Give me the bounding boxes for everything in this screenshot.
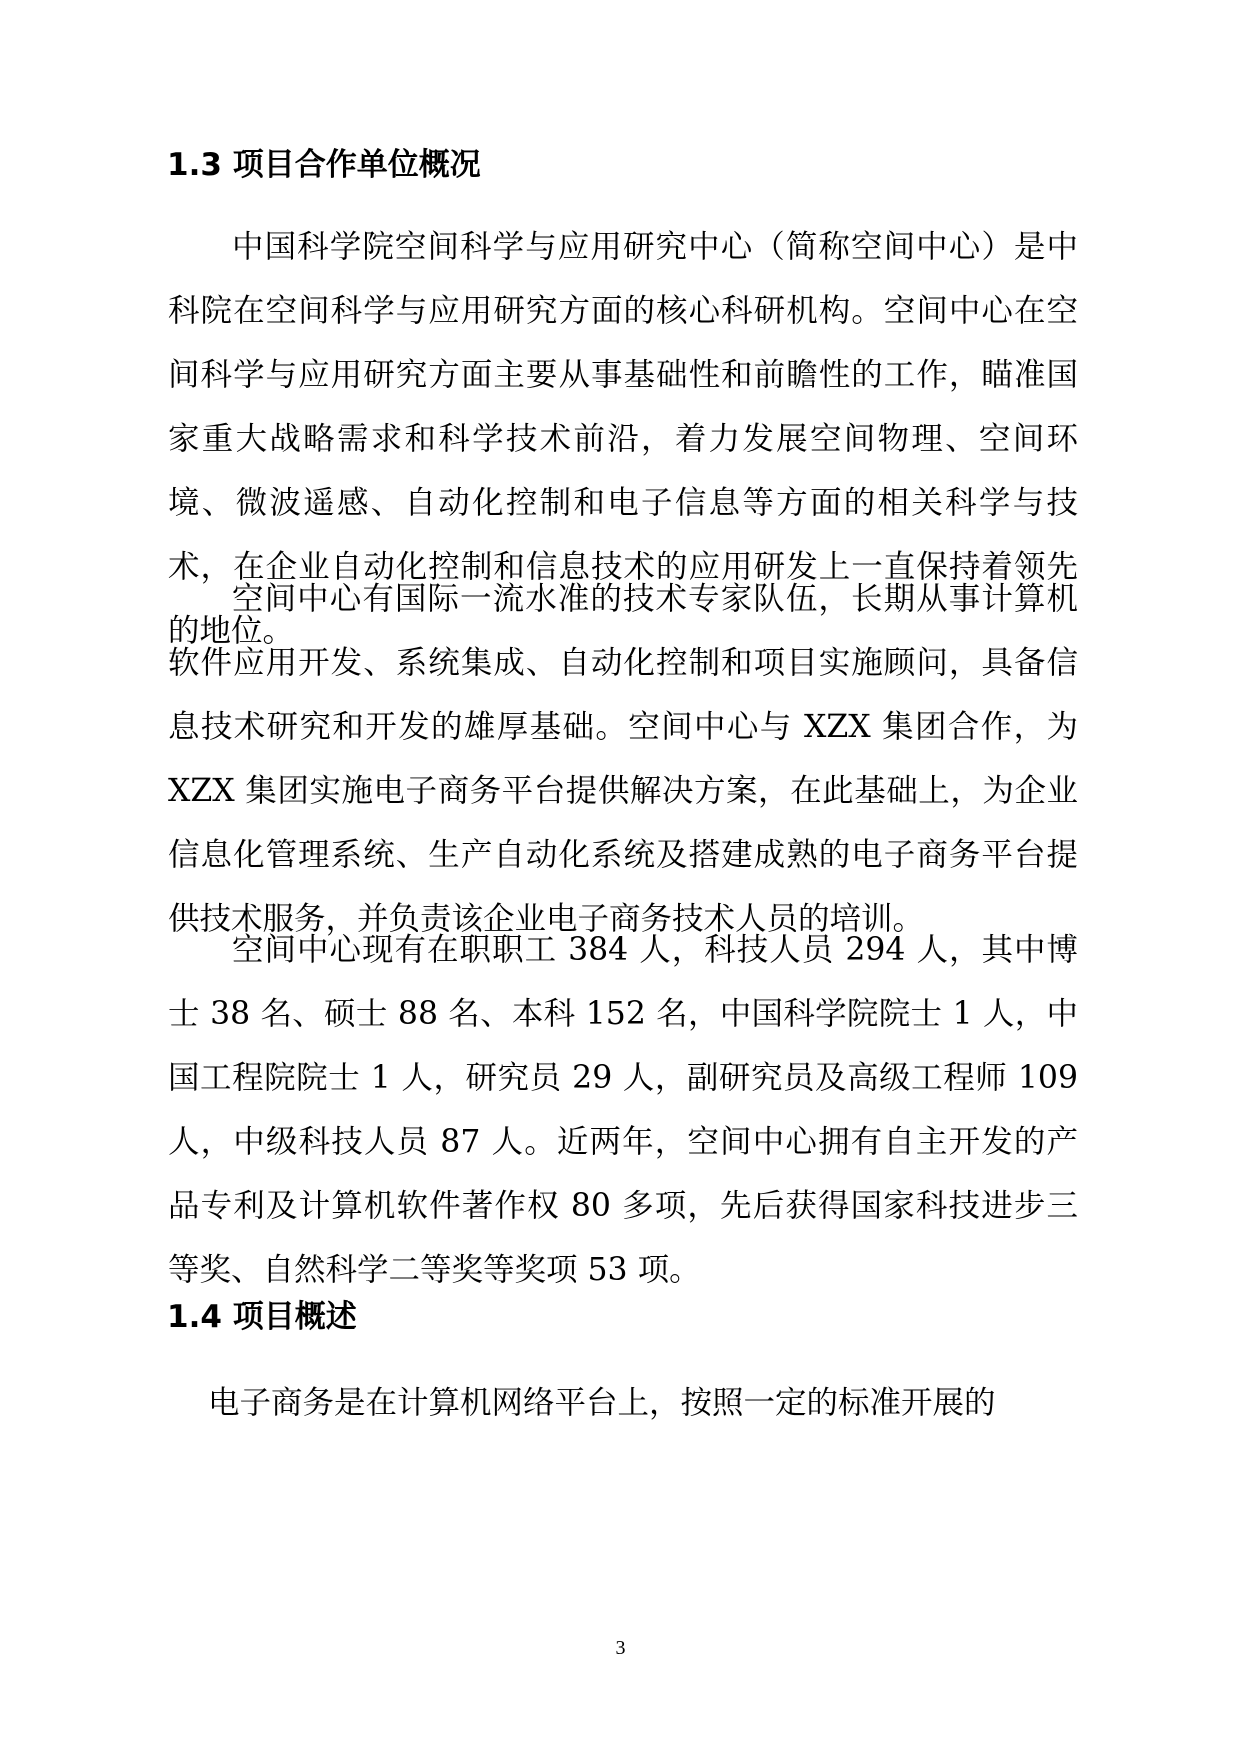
section-heading-1-4: 1.4 项目概述: [167, 1299, 357, 1335]
paragraph-expert-team: 空间中心有国际一流水准的技术专家队伍，长期从事计算机软件应用开发、系统集成、自动化控制和项目实施顾问，具备信息技术研究和开发的雄厚基础。空间中心与 XZX 集团合作，为 XZX 集团实施电子商务平台提供解决方案，在此基础上，为企业信息化管理系统、生产自动化系统及搭建成熟的电子商务平台提供技术服务，并负责该企业电子商务技术人员的培训。: [168, 581, 1078, 937]
paragraph-project-summary: 电子商务是在计算机网络平台上，按照一定的标准开展的: [208, 1385, 996, 1421]
paragraph-institution-overview: 中国科学院空间科学与应用研究中心（简称空间中心）是中科院在空间科学与应用研究方面的核心科研机构。空间中心在空间科学与应用研究方面主要从事基础性和前瞻性的工作，瞄准国家重大战略需求和科学技术前沿，着力发展空间物理、空间环境、微波遥感、自动化控制和电子信息等方面的相关科学与技术，在企业自动化控制和信息技术的应用研发上一直保持着领先的地位。: [168, 229, 1078, 649]
page-number: 3: [615, 1637, 626, 1659]
paragraph-staff-statistics: 空间中心现有在职职工 384 人，科技人员 294 人，其中博士 38 名、硕士 88 名、本科 152 名，中国科学院院士 1 人，中国工程院院士 1 人，研究员 29 人，副研究员及高级工程师 109 人，中级科技人员 87 人。近两年，空间中心拥有自主开发的产品专利及计算机软件著作权 80 多项，先后获得国家科技进步三等奖、自然科学二等奖等奖项 53 项。: [168, 932, 1078, 1288]
section-heading-1-3: 1.3 项目合作单位概况: [167, 147, 481, 183]
